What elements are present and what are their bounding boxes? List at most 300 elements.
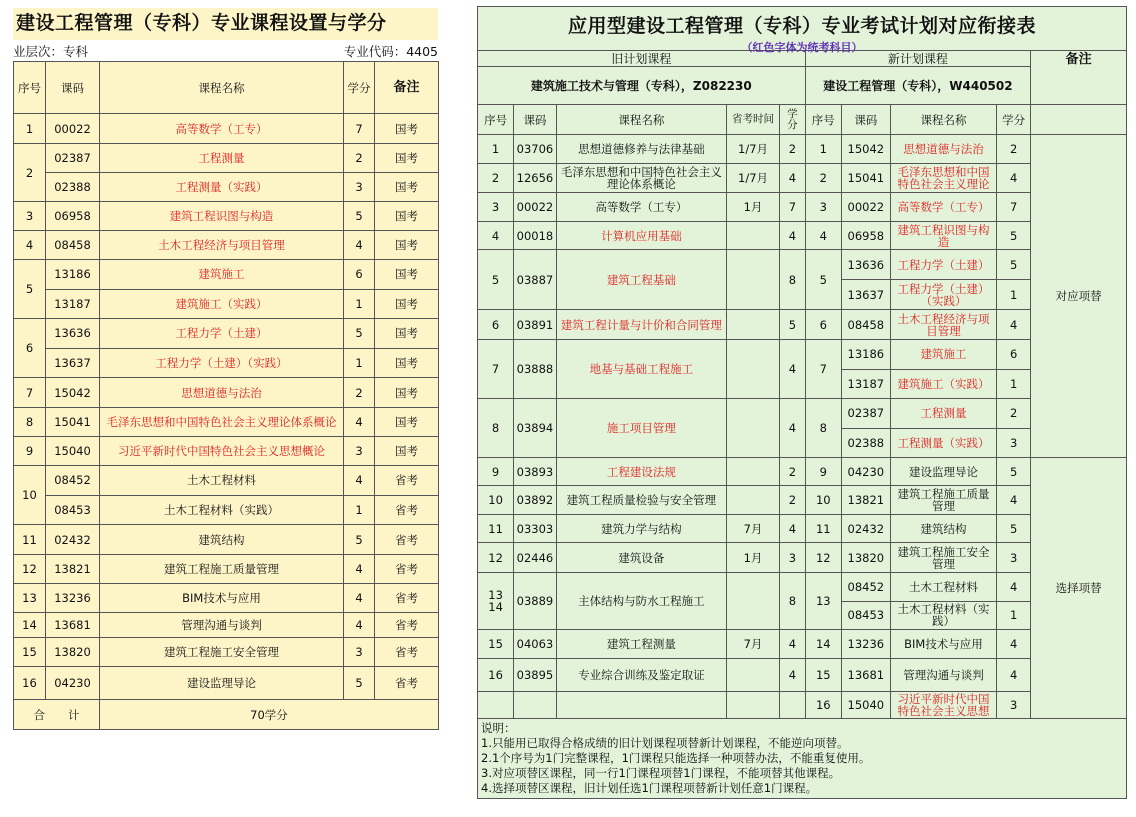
cell-credit: 5 [344,319,375,349]
cell-new-course-name: 建筑施工（实践） [890,369,996,399]
cell-exam-time: 1/7月 [726,135,779,164]
cell-new-course-name: 土木工程经济与项目管理 [890,310,996,340]
table-row [478,692,1127,719]
cell-exam-time: 7月 [726,515,779,543]
cell-old-seq: 9 [478,458,514,486]
cell-remark: 国考 [375,144,439,173]
notes-title: 说明： [481,721,516,735]
cell-new-course-name: 工程力学（土建） [890,250,996,280]
cell-new-credit: 5 [997,515,1031,543]
left-table-body [14,114,439,700]
cell-new-seq: 13 [805,573,841,630]
cell-old-course-name: 毛泽东思想和中国特色社会主义理论体系概论 [556,164,726,193]
cell-exam-time: 1月 [726,193,779,222]
cell-new-course-name: 工程测量 [890,399,996,429]
cell-remark: 省考 [375,525,439,555]
cell-new-credit: 1 [997,280,1031,310]
cell-old-code [514,692,557,719]
cell-course-name: 工程力学（土建）（实践） [100,348,344,378]
cell-old-seq: 1 [478,135,514,164]
cell-old-code: 02446 [514,543,557,573]
cell-new-course-name: 建筑结构 [890,515,996,543]
table-row [14,289,439,319]
cell-new-code: 13821 [841,486,890,515]
cell-seq: 6 [14,319,46,378]
table-row [14,378,439,408]
lh-name: 课程名称 [100,62,344,114]
cell-code: 06958 [46,202,100,231]
table-row [14,613,439,638]
cell-old-seq: 3 [478,193,514,222]
cell-new-seq: 15 [805,659,841,692]
rh-credit: 学分 [780,105,806,135]
cell-old-credit: 2 [780,458,806,486]
cell-old-credit: 2 [780,486,806,515]
cell-course-name: 土木工程材料 [100,466,344,496]
cell-old-seq: 15 [478,630,514,659]
left-subheader [13,43,438,61]
cell-new-credit: 4 [997,164,1031,193]
cell-remark: 省考 [375,555,439,584]
right-panel [477,6,1127,799]
cell-new-code: 15042 [841,135,890,164]
cell-seq: 11 [14,525,46,555]
right-subtitle: （红色字体为统考科目） [741,41,863,54]
right-mapping-table [477,50,1127,719]
cell-exam-time [726,250,779,310]
table-row [14,638,439,667]
old-plan-header: 旧计划课程 [478,51,806,67]
cell-old-credit: 4 [780,222,806,250]
cell-new-course-name: 建筑工程施工安全管理 [890,543,996,573]
lh-code: 课码 [46,62,100,114]
cell-old-seq: 10 [478,486,514,515]
cell-credit: 6 [344,260,375,290]
cell-old-credit: 4 [780,659,806,692]
right-header-row [478,105,1127,135]
cell-credit: 5 [344,202,375,231]
cell-old-course-name: 主体结构与防水工程施工 [556,573,726,630]
cell-old-code: 03706 [514,135,557,164]
cell-seq: 4 [14,231,46,260]
cell-code: 13637 [46,348,100,378]
cell-course-name: 建筑工程施工质量管理 [100,555,344,584]
cell-seq: 15 [14,638,46,667]
note-1: 1.只能用已取得合格成绩的旧计划课程项替新计划课程，不能逆向项替。 [481,736,849,750]
cell-remark: 省考 [375,667,439,700]
cell-new-code: 06958 [841,222,890,250]
cell-old-seq: 4 [478,222,514,250]
cell-code: 13636 [46,319,100,349]
cell-new-course-name: 土木工程材料（实践） [890,601,996,630]
cell-credit: 1 [344,289,375,319]
left-header-row [14,62,439,114]
cell-exam-time: 7月 [726,630,779,659]
cell-new-code: 08458 [841,310,890,340]
cell-course-name: 建筑工程识图与构造 [100,202,344,231]
cell-exam-time: 1/7月 [726,164,779,193]
group-a-remark: 对应项替 [1031,135,1127,458]
right-table-body [478,135,1127,719]
cell-old-course-name: 建筑工程测量 [556,630,726,659]
cell-new-course-name: 工程力学（土建）（实践） [890,280,996,310]
cell-new-course-name: BIM技术与应用 [890,630,996,659]
cell-old-credit: 8 [780,573,806,630]
table-row [14,466,439,496]
table-row [478,543,1127,573]
remark-header: 备注 [1031,51,1127,105]
cell-old-credit: 4 [780,164,806,193]
cell-credit: 4 [344,555,375,584]
cell-new-credit: 1 [997,369,1031,399]
cell-new-credit: 2 [997,135,1031,164]
table-row [478,458,1127,486]
cell-new-credit: 4 [997,573,1031,602]
table-row [14,231,439,260]
cell-new-course-name: 习近平新时代中国特色社会主义思想 [890,692,996,719]
cell-new-course-name: 土木工程材料 [890,573,996,602]
cell-remark: 省考 [375,638,439,667]
cell-new-credit: 4 [997,630,1031,659]
table-row [14,144,439,173]
cell-seq: 8 [14,408,46,437]
cell-seq: 16 [14,667,46,700]
cell-credit: 5 [344,667,375,700]
rh-empty [1031,105,1127,135]
cell-new-credit: 1 [997,601,1031,630]
table-row [478,250,1127,280]
table-row [478,164,1127,193]
total-value: 70学分 [100,700,439,730]
cell-new-seq: 4 [805,222,841,250]
table-row [14,667,439,700]
cell-remark: 省考 [375,495,439,525]
cell-new-credit: 4 [997,310,1031,340]
cell-code: 13186 [46,260,100,290]
cell-code: 13681 [46,613,100,638]
level-label: 业层次：专科 [13,44,89,59]
cell-remark: 省考 [375,613,439,638]
cell-course-name: BIM技术与应用 [100,584,344,613]
rh-time: 省考时间 [726,105,779,135]
cell-new-seq: 16 [805,692,841,719]
table-row [14,555,439,584]
cell-course-name: 高等数学（工专） [100,114,344,144]
right-title-box [477,6,1127,54]
total-label: 合 计 [14,700,100,730]
cell-old-seq: 11 [478,515,514,543]
cell-exam-time [726,659,779,692]
left-total-row [14,700,439,730]
cell-old-code: 03303 [514,515,557,543]
cell-old-course-name: 专业综合训练及鉴定取证 [556,659,726,692]
new-plan-header: 新计划课程 [805,51,1031,67]
cell-new-course-name: 管理沟通与谈判 [890,659,996,692]
cell-code: 04230 [46,667,100,700]
table-row [14,173,439,202]
cell-course-name: 土木工程材料（实践） [100,495,344,525]
cell-old-seq [478,692,514,719]
cell-seq: 10 [14,466,46,525]
cell-code: 13187 [46,289,100,319]
cell-course-name: 工程测量 [100,144,344,173]
cell-old-seq: 5 [478,250,514,310]
cell-old-code: 00022 [514,193,557,222]
cell-new-seq: 3 [805,193,841,222]
cell-seq: 3 [14,202,46,231]
cell-old-credit: 4 [780,515,806,543]
cell-exam-time [726,222,779,250]
cell-code: 02387 [46,144,100,173]
table-row [14,525,439,555]
left-title: 建设工程管理（专科）专业课程设置与学分 [13,8,438,40]
cell-old-code: 12656 [514,164,557,193]
cell-new-course-name: 建筑工程施工质量管理 [890,486,996,515]
cell-course-name: 建筑施工 [100,260,344,290]
cell-exam-time [726,340,779,399]
cell-old-seq: 13 14 [478,573,514,630]
rh-new-credit: 学分 [997,105,1031,135]
cell-course-name: 管理沟通与谈判 [100,613,344,638]
cell-credit: 5 [344,525,375,555]
cell-remark: 省考 [375,466,439,496]
cell-new-code: 13820 [841,543,890,573]
table-row [478,515,1127,543]
cell-code: 00022 [46,114,100,144]
cell-old-code: 00018 [514,222,557,250]
cell-old-code: 04063 [514,630,557,659]
cell-old-credit: 4 [780,399,806,458]
cell-new-course-name: 思想道德与法治 [890,135,996,164]
cell-new-credit: 3 [997,543,1031,573]
cell-old-course-name [556,692,726,719]
cell-credit: 4 [344,231,375,260]
cell-new-code: 13236 [841,630,890,659]
cell-remark: 国考 [375,437,439,466]
cell-seq: 13 [14,584,46,613]
cell-remark: 国考 [375,173,439,202]
cell-credit: 4 [344,408,375,437]
note-3: 3.对应项替区课程，同一行1门课程项替1门课程，不能项替其他课程。 [481,766,841,780]
left-panel [13,8,438,730]
cell-remark: 国考 [375,348,439,378]
cell-new-code: 02387 [841,399,890,429]
cell-seq: 2 [14,144,46,202]
lh-credit: 学分 [344,62,375,114]
cell-code: 02432 [46,525,100,555]
cell-remark: 国考 [375,289,439,319]
cell-new-code: 13187 [841,369,890,399]
cell-credit: 3 [344,638,375,667]
cell-exam-time [726,458,779,486]
cell-credit: 1 [344,348,375,378]
cell-new-course-name: 毛泽东思想和中国特色社会主义理论 [890,164,996,193]
cell-new-credit: 6 [997,340,1031,370]
cell-old-course-name: 建筑力学与结构 [556,515,726,543]
note-4: 4.选择项替区课程，旧计划任选1门课程项替新计划任意1门课程。 [481,781,818,795]
cell-credit: 4 [344,584,375,613]
cell-new-credit: 5 [997,250,1031,280]
cell-old-seq: 7 [478,340,514,399]
cell-code: 08452 [46,466,100,496]
cell-seq: 7 [14,378,46,408]
cell-remark: 国考 [375,378,439,408]
cell-old-credit: 4 [780,340,806,399]
cell-old-course-name: 建筑工程质量检验与安全管理 [556,486,726,515]
cell-credit: 7 [344,114,375,144]
cell-credit: 1 [344,495,375,525]
cell-course-name: 土木工程经济与项目管理 [100,231,344,260]
table-row [478,659,1127,692]
table-row [478,193,1127,222]
cell-remark: 国考 [375,319,439,349]
cell-old-course-name: 工程建设法规 [556,458,726,486]
cell-old-credit: 8 [780,250,806,310]
cell-old-code: 03887 [514,250,557,310]
cell-old-course-name: 建筑工程基础 [556,250,726,310]
new-major: 建设工程管理（专科），W440502 [805,67,1031,105]
lh-remark: 备注 [375,62,439,114]
cell-old-code: 03892 [514,486,557,515]
rh-seq: 序号 [478,105,514,135]
cell-old-course-name: 地基与基础工程施工 [556,340,726,399]
cell-old-seq: 6 [478,310,514,340]
cell-old-course-name: 思想道德修养与法律基础 [556,135,726,164]
note-2: 2.1个序号为1门完整课程，1门课程只能选择一种项替办法，不能重复使用。 [481,751,871,765]
major-row [478,67,1127,105]
cell-old-seq: 8 [478,399,514,458]
cell-old-code: 03894 [514,399,557,458]
cell-code: 13236 [46,584,100,613]
table-row [14,348,439,378]
cell-new-seq: 1 [805,135,841,164]
table-row [14,408,439,437]
cell-remark: 省考 [375,584,439,613]
cell-old-code: 03895 [514,659,557,692]
cell-credit: 4 [344,613,375,638]
cell-new-seq: 5 [805,250,841,310]
cell-new-code: 13186 [841,340,890,370]
cell-exam-time [726,399,779,458]
cell-old-course-name: 计算机应用基础 [556,222,726,250]
cell-exam-time [726,573,779,630]
rh-name: 课程名称 [556,105,726,135]
table-row [478,486,1127,515]
cell-course-name: 建设监理导论 [100,667,344,700]
cell-old-code: 03893 [514,458,557,486]
cell-new-credit: 7 [997,193,1031,222]
cell-credit: 2 [344,378,375,408]
cell-new-seq: 9 [805,458,841,486]
cell-old-seq: 16 [478,659,514,692]
cell-new-code: 02388 [841,428,890,458]
cell-new-seq: 2 [805,164,841,193]
cell-new-credit: 5 [997,458,1031,486]
cell-new-course-name: 建设监理导论 [890,458,996,486]
rh-new-code: 课码 [841,105,890,135]
cell-old-course-name: 建筑工程计量与计价和合同管理 [556,310,726,340]
cell-code: 13821 [46,555,100,584]
table-row [14,202,439,231]
lh-seq: 序号 [14,62,46,114]
cell-course-name: 工程力学（土建） [100,319,344,349]
cell-old-credit: 5 [780,310,806,340]
cell-course-name: 毛泽东思想和中国特色社会主义理论体系概论 [100,408,344,437]
table-row [14,319,439,349]
cell-new-code: 13637 [841,280,890,310]
table-row [478,630,1127,659]
cell-new-credit: 3 [997,692,1031,719]
cell-new-code: 13636 [841,250,890,280]
cell-seq: 1 [14,114,46,144]
cell-new-course-name: 建筑工程识图与构造 [890,222,996,250]
cell-course-name: 思想道德与法治 [100,378,344,408]
cell-new-course-name: 建筑施工 [890,340,996,370]
right-title: 应用型建设工程管理（专科）专业考试计划对应衔接表 [567,15,1036,37]
cell-old-credit [780,692,806,719]
cell-code: 08453 [46,495,100,525]
cell-new-seq: 7 [805,340,841,399]
cell-seq: 5 [14,260,46,319]
cell-new-code: 08453 [841,601,890,630]
cell-course-name: 建筑施工（实践） [100,289,344,319]
cell-new-credit: 4 [997,659,1031,692]
cell-credit: 3 [344,437,375,466]
cell-credit: 4 [344,466,375,496]
table-row [478,310,1127,340]
table-row [14,584,439,613]
old-major: 建筑施工技术与管理（专科），Z082230 [478,67,806,105]
cell-seq: 12 [14,555,46,584]
cell-new-code: 15041 [841,164,890,193]
cell-remark: 国考 [375,114,439,144]
cell-new-course-name: 高等数学（工专） [890,193,996,222]
cell-new-code: 08452 [841,573,890,602]
cell-old-course-name: 高等数学（工专） [556,193,726,222]
rh-code: 课码 [514,105,557,135]
cell-remark: 国考 [375,408,439,437]
cell-code: 15042 [46,378,100,408]
cell-new-code: 15040 [841,692,890,719]
cell-course-name: 工程测量（实践） [100,173,344,202]
table-row [478,222,1127,250]
cell-old-seq: 12 [478,543,514,573]
cell-old-credit: 2 [780,135,806,164]
cell-seq: 9 [14,437,46,466]
cell-course-name: 习近平新时代中国特色社会主义思想概论 [100,437,344,466]
cell-new-course-name: 工程测量（实践） [890,428,996,458]
table-row [14,114,439,144]
table-row [14,495,439,525]
cell-old-code: 03889 [514,573,557,630]
cell-exam-time [726,310,779,340]
cell-seq: 14 [14,613,46,638]
cell-remark: 国考 [375,202,439,231]
notes-box [477,719,1127,799]
table-row [478,340,1127,370]
cell-code: 13820 [46,638,100,667]
cell-code: 08458 [46,231,100,260]
cell-credit: 2 [344,144,375,173]
cell-remark: 国考 [375,231,439,260]
cell-old-credit: 7 [780,193,806,222]
cell-old-code: 03891 [514,310,557,340]
cell-new-credit: 4 [997,486,1031,515]
cell-new-seq: 10 [805,486,841,515]
cell-course-name: 建筑工程施工安全管理 [100,638,344,667]
left-course-table [13,61,439,730]
cell-exam-time [726,486,779,515]
